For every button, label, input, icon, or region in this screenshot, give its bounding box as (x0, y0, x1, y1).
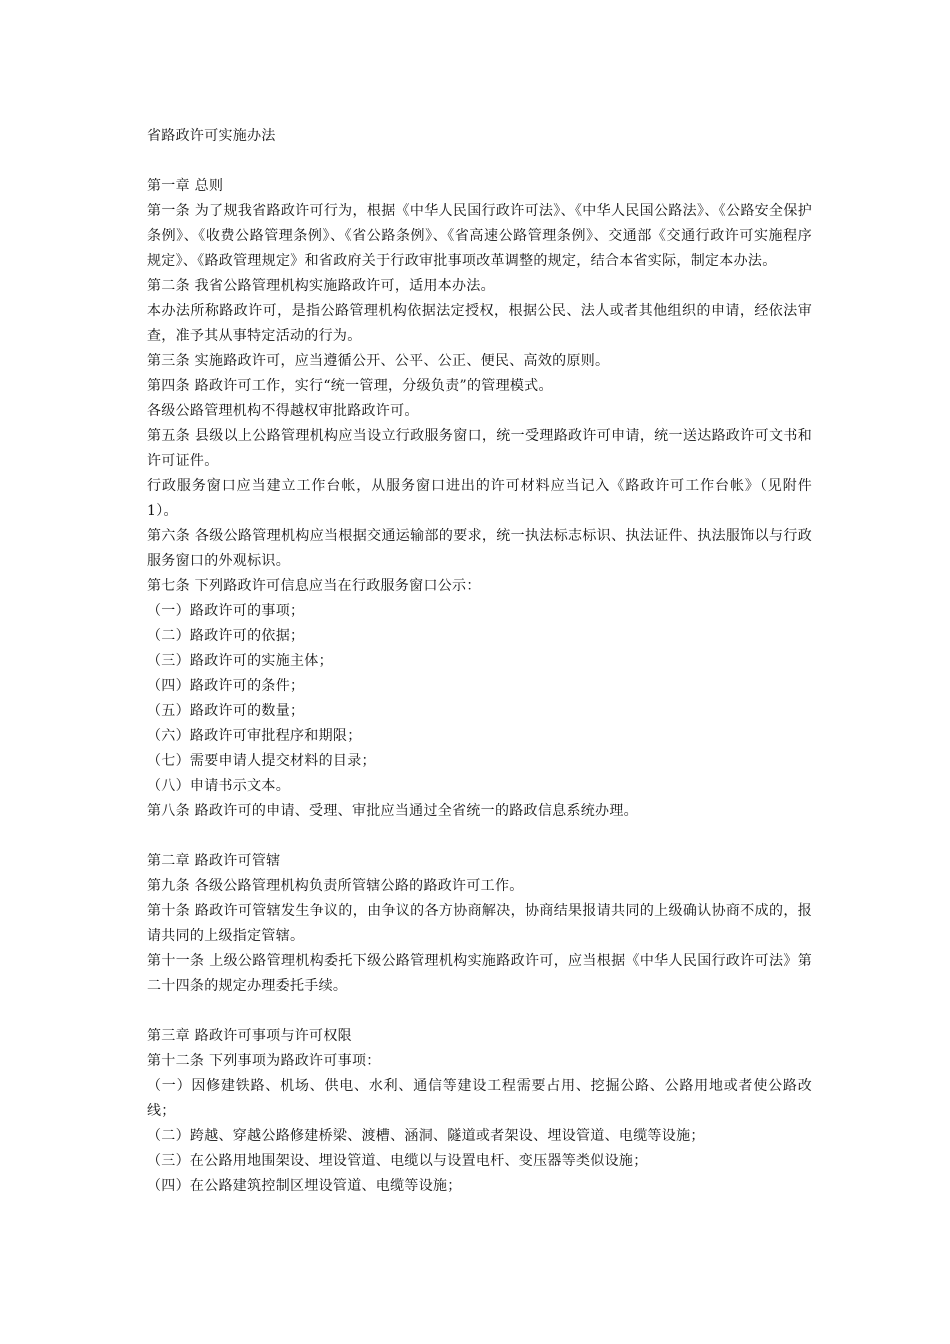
article-paragraph: 第七条 下列路政许可信息应当在行政服务窗口公示： (147, 578, 481, 594)
document-body (147, 174, 812, 1199)
article-paragraph: 第二条 我省公路管理机构实施路政许可，适用本办法。 (147, 278, 495, 294)
article-paragraph: （三）路政许可的实施主体； (147, 653, 333, 669)
chapter-section (147, 999, 812, 1199)
article-paragraph: （二）路政许可的依据； (147, 628, 305, 644)
article-paragraph: （七）需要申请人提交材料的目录； (147, 753, 376, 769)
document-title: 省路政许可实施办法 (147, 128, 276, 144)
article-paragraph: （八）申请书示文本。 (147, 778, 290, 794)
article-paragraph: 第五条 县级以上公路管理机构应当设立行政服务窗口，统一受理路政许可申请，统一送达路政许可文书和许可证件。 (147, 428, 812, 469)
article-paragraph: （二）跨越、穿越公路修建桥梁、渡槽、涵洞、隧道或者架设、埋设管道、电缆等设施； (147, 1128, 705, 1144)
article-paragraph: 各级公路管理机构不得越权审批路政许可。 (147, 403, 419, 419)
article-paragraph: （一）因修建铁路、机场、供电、水利、通信等建设工程需要占用、挖掘公路、公路用地或者使公路改线； (147, 1078, 812, 1119)
article-paragraph: 第四条 路政许可工作，实行“统一管理，分级负责”的管理模式。 (147, 378, 553, 394)
article-paragraph: 第十条 路政许可管辖发生争议的，由争议的各方协商解决，协商结果报请共同的上级确认协商不成的，报请共同的上级指定管辖。 (147, 903, 812, 944)
document-page (147, 124, 812, 1199)
article-paragraph: （一）路政许可的事项； (147, 603, 305, 619)
article-paragraph: 第一条 为了规我省路政许可行为，根据《中华人民国行政许可法》、《中华人民国公路法》、《公路安全保护条例》、《收费公路管理条例》、《省公路条例》、《省高速公路管理条例》、交通部《交通行政许可实施程序规定》、《路政管理规定》和省政府关于行政审批事项改革调整的规定，结合本省实际，制定本办法。 (147, 203, 812, 269)
article-paragraph: 本办法所称路政许可，是指公路管理机构依据法定授权，根据公民、法人或者其他组织的申请，经依法审查，准予其从事特定活动的行为。 (147, 303, 812, 344)
chapter-spacer (147, 824, 812, 849)
article-paragraph: 第十二条 下列事项为路政许可事项： (147, 1053, 381, 1069)
chapter-heading: 第一章 总则 (147, 178, 224, 194)
chapter-heading: 第三章 路政许可事项与许可权限 (147, 1028, 352, 1044)
article-paragraph: 第八条 路政许可的申请、受理、审批应当通过全省统一的路政信息系统办理。 (147, 803, 638, 819)
article-paragraph: 行政服务窗口应当建立工作台帐，从服务窗口进出的许可材料应当记入《路政许可工作台帐》（见附件1）。 (147, 478, 812, 519)
chapter-heading: 第二章 路政许可管辖 (147, 853, 281, 869)
article-paragraph: 第九条 各级公路管理机构负责所管辖公路的路政许可工作。 (147, 878, 524, 894)
article-paragraph: （五）路政许可的数量； (147, 703, 305, 719)
article-paragraph: （四）路政许可的条件； (147, 678, 305, 694)
chapter-spacer (147, 999, 812, 1024)
article-paragraph: 第三条 实施路政许可，应当遵循公开、公平、公正、便民、高效的原则。 (147, 353, 610, 369)
article-paragraph: 第十一条 上级公路管理机构委托下级公路管理机构实施路政许可，应当根据《中华人民国行政许可法》第二十四条的规定办理委托手续。 (147, 953, 812, 994)
chapter-section (147, 174, 812, 824)
article-paragraph: （三）在公路用地围架设、埋设管道、电缆以与设置电杆、变压器等类似设施； (147, 1153, 648, 1169)
article-paragraph: （六）路政许可审批程序和期限； (147, 728, 362, 744)
article-paragraph: 第六条 各级公路管理机构应当根据交通运输部的要求，统一执法标志标识、执法证件、执法服饰以与行政服务窗口的外观标识。 (147, 528, 812, 569)
article-paragraph: （四）在公路建筑控制区埋设管道、电缆等设施； (147, 1178, 462, 1194)
chapter-section (147, 824, 812, 999)
